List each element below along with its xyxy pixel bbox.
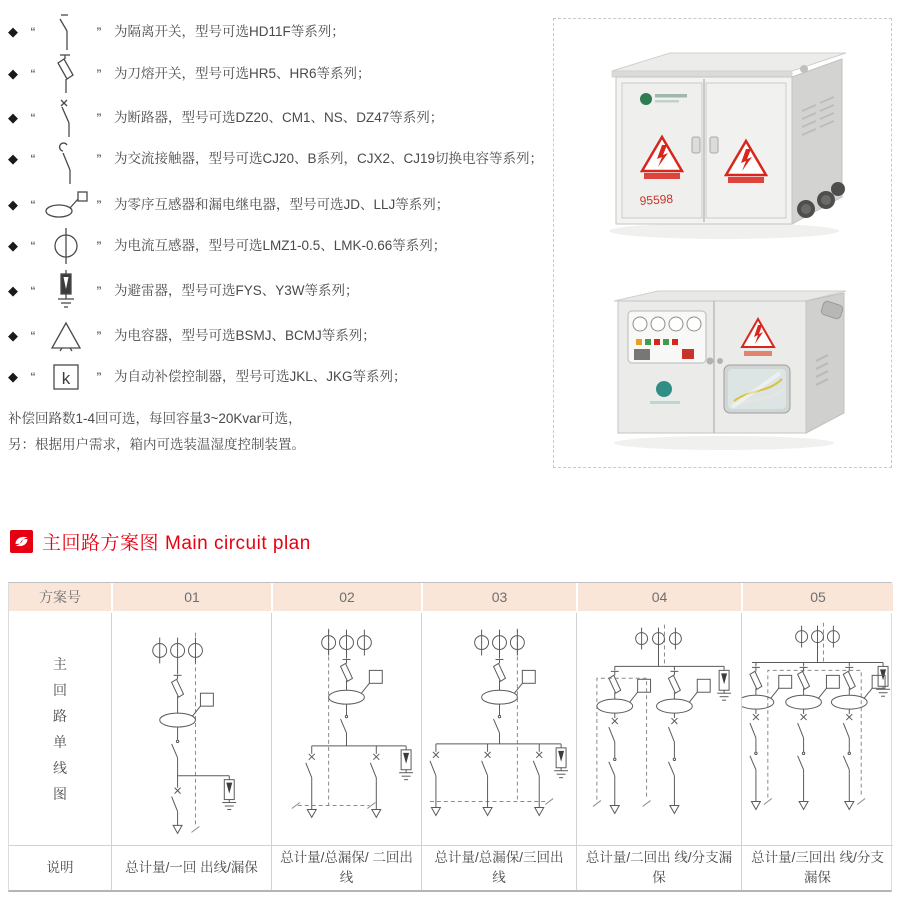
section-title-en: Main circuit plan: [165, 533, 311, 554]
isolation-switch-icon: [40, 12, 92, 52]
brand-logo: [656, 381, 672, 397]
ac-contactor-icon: [40, 142, 92, 186]
legend-notes: [8, 406, 556, 459]
legend-item-text: 为电容器，型号可选BSMJ、BCMJ等系列；: [114, 328, 376, 344]
current-transformer-icon: [40, 224, 92, 268]
product-photo-1: [554, 19, 891, 261]
legend-item-current-transformer: [8, 224, 556, 268]
legend-item-ac-contactor: [8, 140, 556, 186]
symbol-legend: [8, 12, 556, 459]
bullet-diamond: ◆: [8, 328, 18, 343]
close-quote: ”: [96, 110, 102, 126]
table-header-plan-02: 02: [271, 583, 421, 613]
note-line: 另：根据用户需求，箱内可选装温湿度控制装置。: [8, 437, 305, 453]
desc-plan-03: 总计量/总漏保/三回出线: [421, 846, 576, 890]
product-photo-panel: [553, 18, 892, 468]
desc-label-cell: 说明: [46, 860, 74, 876]
capacitor-icon: [40, 319, 92, 353]
legend-item-text: 为断路器，型号可选DZ20、CM1、NS、DZ47等系列；: [114, 110, 444, 126]
open-quote: “: [30, 369, 36, 385]
legend-item-knife-fuse: [8, 52, 556, 96]
close-quote: ”: [96, 151, 102, 167]
bullet-diamond: ◆: [8, 197, 18, 212]
table-header-plan-label: 方案号: [9, 583, 111, 613]
legend-item-surge-arrester: [8, 268, 556, 314]
controller-k-box-icon: [40, 362, 92, 392]
legend-item-text: 为交流接触器，型号可选CJ20、B系列，CJX2、CJ19切换电容等系列；: [114, 151, 544, 166]
diagram-plan-03: [421, 613, 576, 846]
section-heading: [10, 528, 311, 555]
diagram-plan-04: [576, 613, 741, 846]
circuit-breaker-icon: [40, 97, 92, 139]
bullet-diamond: ◆: [8, 369, 18, 384]
table-header-plan-01: 01: [111, 583, 271, 613]
close-quote: ”: [96, 328, 102, 344]
diagram-plan-05: [741, 613, 893, 846]
diagram-plan-01: [111, 613, 271, 846]
close-quote: ”: [96, 369, 102, 385]
bullet-diamond: ◆: [8, 24, 18, 39]
legend-item-text: 为自动补偿控制器，型号可选JKL、JKG等系列；: [114, 369, 407, 385]
desc-plan-05: 总计量/三回出 线/分支漏保: [741, 846, 893, 890]
legend-item-circuit-breaker: [8, 96, 556, 140]
surge-arrester-icon: [40, 268, 92, 314]
legend-item-text: 为刀熔开关，型号可选HR5、HR6等系列；: [114, 66, 371, 82]
close-quote: ”: [96, 283, 102, 299]
table-header-plan-04: 04: [576, 583, 741, 613]
legend-item-isolation-switch: [8, 12, 556, 52]
section-title-zh: 主回路方案图: [42, 533, 160, 554]
legend-item-text: 为避雷器，型号可选FYS、Y3W等系列；: [114, 283, 359, 299]
bullet-diamond: ◆: [8, 238, 18, 253]
open-quote: “: [30, 66, 36, 82]
bullet-diamond: ◆: [8, 151, 18, 166]
row-label-cell: [9, 613, 111, 846]
desc-plan-01: 总计量/一回 出线/漏保: [111, 846, 271, 890]
open-quote: “: [30, 151, 36, 167]
product-photo-2: [554, 261, 891, 463]
bullet-diamond: ◆: [8, 283, 18, 298]
row-label-vertical: 主回路单线图: [53, 656, 67, 802]
main-circuit-plan-table: [8, 582, 892, 892]
close-quote: ”: [96, 238, 102, 254]
legend-item-capacitor: [8, 314, 556, 358]
open-quote: “: [30, 24, 36, 40]
legend-item-text: 为零序互感器和漏电继电器，型号可选JD、LLJ等系列；: [114, 197, 450, 213]
section-title: [42, 528, 311, 555]
legend-item-zero-sequence-ct: [8, 186, 556, 224]
open-quote: “: [30, 110, 36, 126]
diagram-plan-02: [271, 613, 421, 846]
hotline-number: 95598: [639, 191, 674, 208]
controller-k-label: k: [61, 369, 71, 388]
table-header-plan-03: 03: [421, 583, 576, 613]
zero-sequence-ct-icon: [40, 189, 92, 221]
bullet-diamond: ◆: [8, 110, 18, 125]
desc-plan-02: 总计量/总漏保/ 二回出线: [271, 846, 421, 890]
open-quote: “: [30, 328, 36, 344]
open-quote: “: [30, 197, 36, 213]
legend-item-text: 为电流互感器，型号可选LMZ1-0.5、LMK-0.66等系列；: [114, 238, 447, 254]
desc-plan-04: 总计量/二回出 线/分支漏保: [576, 846, 741, 890]
brand-logo: [640, 93, 652, 105]
open-quote: “: [30, 283, 36, 299]
close-quote: ”: [96, 197, 102, 213]
knife-fuse-switch-icon: [40, 52, 92, 96]
legend-item-compensation-controller: [8, 358, 556, 396]
bullet-diamond: ◆: [8, 66, 18, 81]
section-bullet-icon: [10, 530, 33, 553]
close-quote: ”: [96, 24, 102, 40]
note-line: 补偿回路数1-4回可选，每回容量3~20Kvar可选，: [8, 411, 302, 426]
table-header-plan-05: 05: [741, 583, 893, 613]
open-quote: “: [30, 238, 36, 254]
legend-item-text: 为隔离开关，型号可选HD11F等系列；: [114, 24, 345, 40]
close-quote: ”: [96, 66, 102, 82]
